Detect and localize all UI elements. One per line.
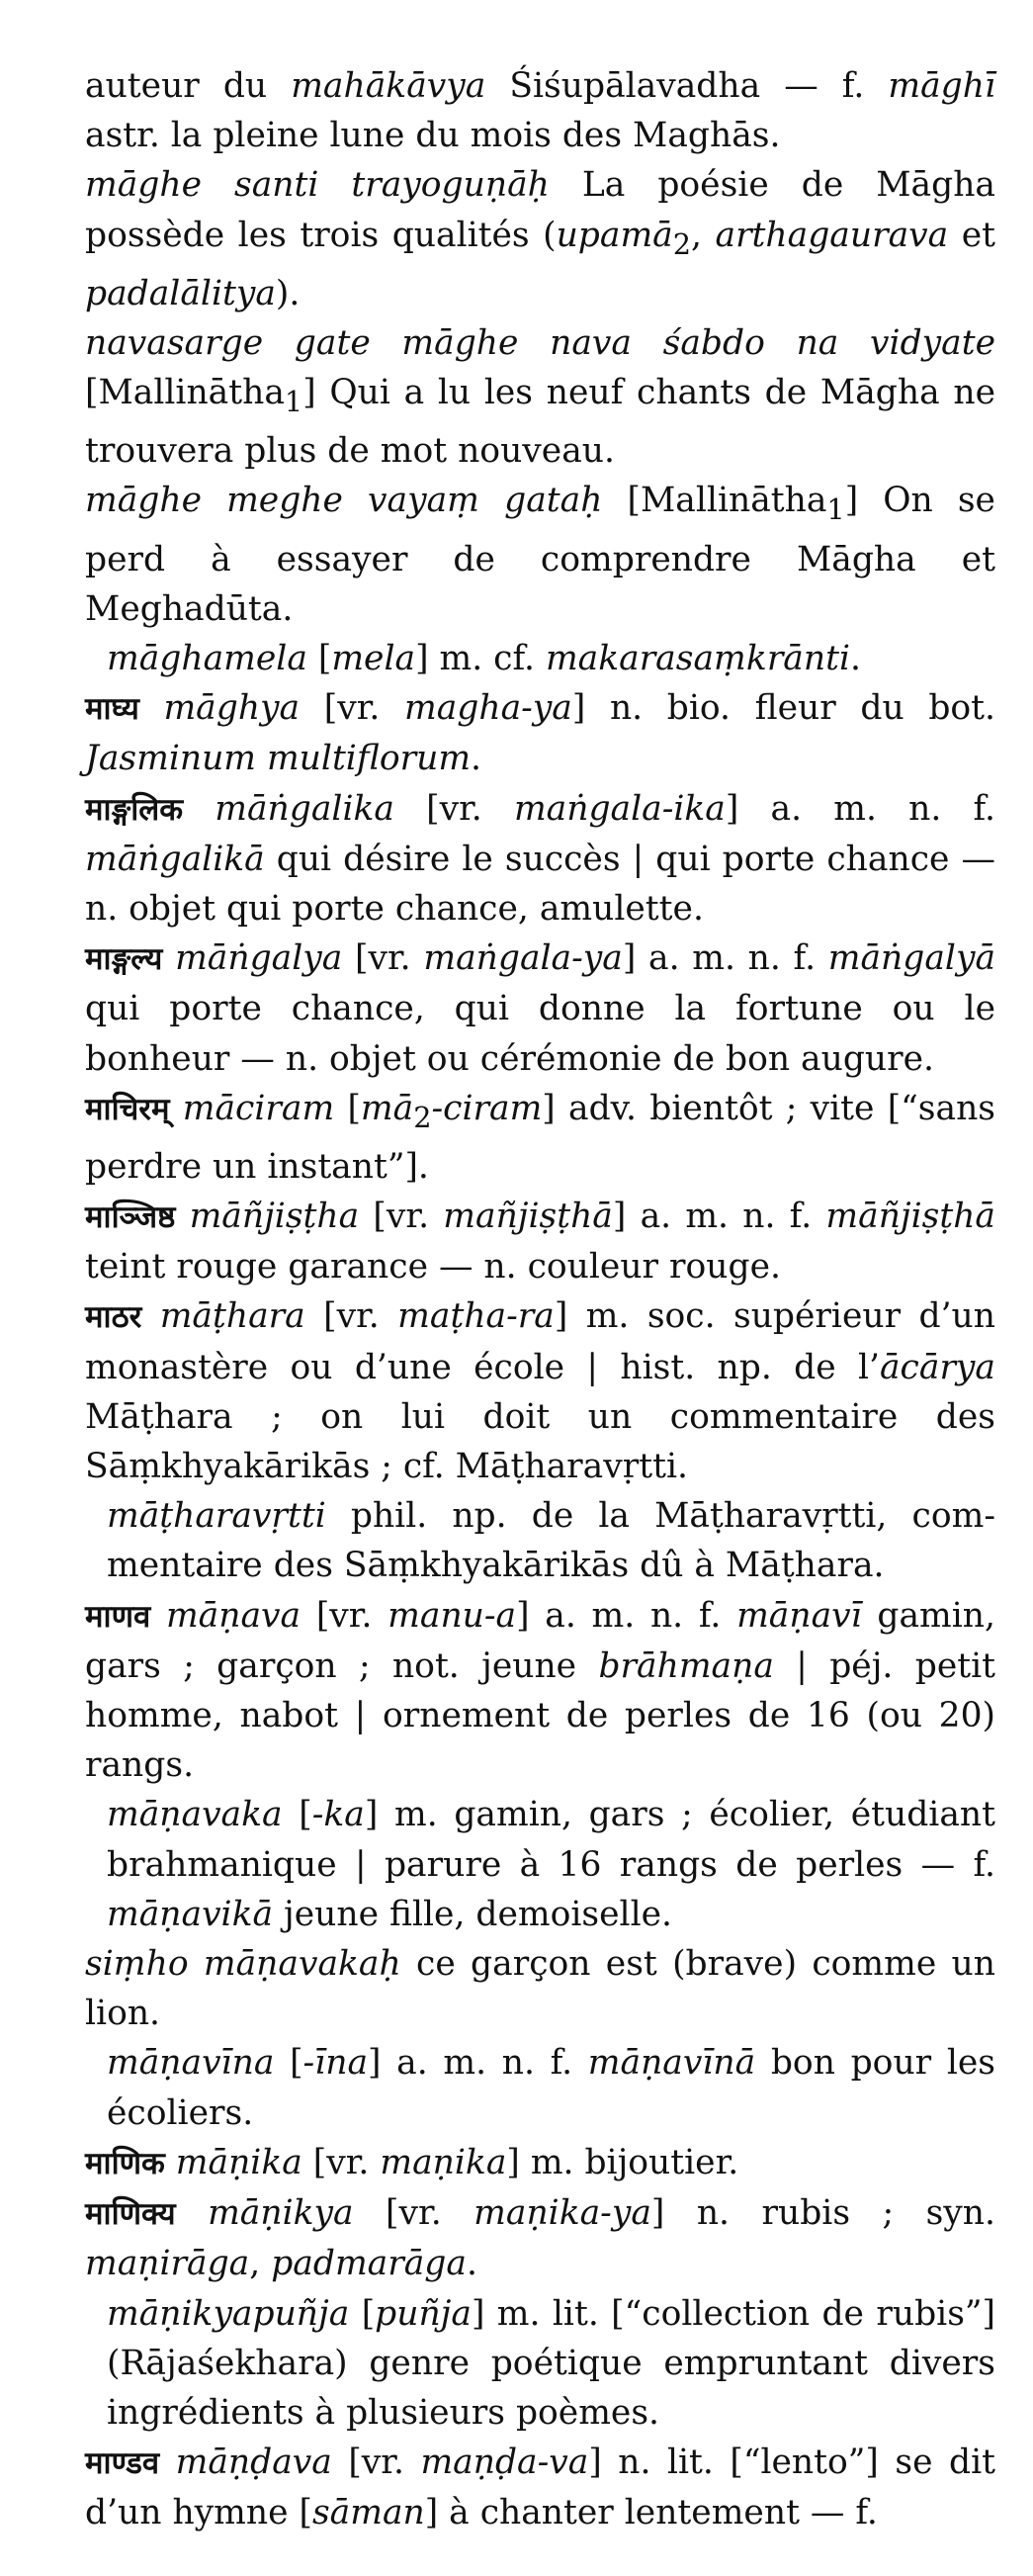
headword-entry: माणव māṇava [vr. manu-a] a. m. n. f. māṇavī gamin, gars ; garçon ; not. jeune brāhmaṇa | péj. petit homme, nabot | ornement de perles de 16 (ou 20) rangs. [85,1595,995,1786]
devanagari-headword: माचिरम् [85,1091,170,1127]
devanagari-headword: माङ्गलिक [85,791,184,828]
devanagari-headword: माण्डव [85,2445,160,2482]
devanagari-headword: माठर [85,1299,142,1336]
sub-entry: māṭharavṛtti phil. np. de la Māṭharavṛtti, commentaire des Sāṃkhyakārikās dû à Māṭhara. [107,1496,995,1586]
headword-entry: माघ्य māghya [vr. magha-ya] n. bio. fleur du bot. Jasminum multiflorum. [85,688,996,779]
sub-entry: māṇavīna [-īna] a. m. n. f. māṇavīnā bon pour les écoliers. [107,2043,995,2133]
headword-entry: माङ्गलिक māṅgalika [vr. maṅgala-ika] a. m. n. f. māṅgalikā qui désire le succès | qui porte chance — n. objet qui porte chance, amulette. [85,788,996,929]
headword-entry: माण्डव māṇḍava [vr. maṇḍa-va] n. lit. [“lento”] se dit d’un hymne [sāman] à chanter lentement — f. [85,2443,995,2533]
example-quote: siṃho māṇavakaḥ ce garçon est (brave) comme un lion. [85,1944,995,2034]
devanagari-headword: माङ्गल्य [85,941,163,978]
sub-entry: māghamela [mela] m. cf. makarasaṃkrānti. [107,638,861,678]
example-quote: navasarge gate māghe nava śabdo na vidyate [Mallinātha$_1$] Qui a lu les neuf chants de Māgha ne trouvera plus de mot nouveau. [85,322,995,472]
devanagari-headword: माणव [85,1598,151,1635]
headword-entry: माचिरम् māciram $[mā_2-ciram]$ adv. bientôt ; vite [“sans perdre un instant”]. [85,1088,996,1187]
entry-continuation: auteur du mahākāvya Śiśupālavadha — f. māghī astr. la pleine lune du mois des Maghās. [85,66,995,156]
headword-entry: माञ्जिष्ठ māñjiṣṭha [vr. mañjiṣṭhā] a. m. n. f. māñjiṣṭhā teint rouge garance — n. couleur rouge. [85,1197,995,1288]
headword-entry: माणिक्य māṇikya [vr. maṇika-ya] n. rubis ; syn. maṇirāga, padmarāga. [85,2193,995,2284]
devanagari-headword: माणिक्य [85,2196,176,2233]
example-quote: māghe santi trayoguṇāḥ La poésie de Māgha possède les trois qualités (upamā$_2$, arthagaurava et padalālitya). [85,165,996,313]
example-quote: māghe meghe vayaṃ gataḥ [Mallinātha$_1$] On se perd à essayer de comprendre Māgha et Meghadūta. [85,481,995,629]
devanagari-headword: माञ्जिष्ठ [85,1199,176,1236]
sub-entry: māṇavaka [-ka] m. gamin, gars ; écolier, étudiant brahmanique | parure à 16 rangs de perles — f. māṇavikā jeune fille, demoiselle. [107,1795,995,1934]
headword-entry: माठर māṭhara [vr. maṭha-ra] m. soc. supérieur d’un monastère ou d’une école | hist. np. de l’ācārya Māṭhara ; on lui doit un commentaire des Sāṃkhyakārikās ; cf. Māṭharavṛtti. [85,1296,996,1487]
sub-entry: māṇikyapuñja [puñja] m. lit. [“collection de rubis”] (Rājaśekhara) genre poétique empruntant divers ingrédients à plusieurs poèmes. [107,2293,995,2433]
devanagari-headword: माणिक [85,2145,165,2181]
headword-entry: माणिक māṇika [vr. maṇika] m. bijoutier. [85,2142,739,2182]
devanagari-headword: माघ्य [85,691,139,728]
headword-entry: माङ्गल्य māṅgalya [vr. maṅgala-ya] a. m. n. f. māṅgalyā qui porte chance, qui donne la fortune ou le bonheur — n. objet ou cérémonie de bon augure. [85,938,996,1079]
